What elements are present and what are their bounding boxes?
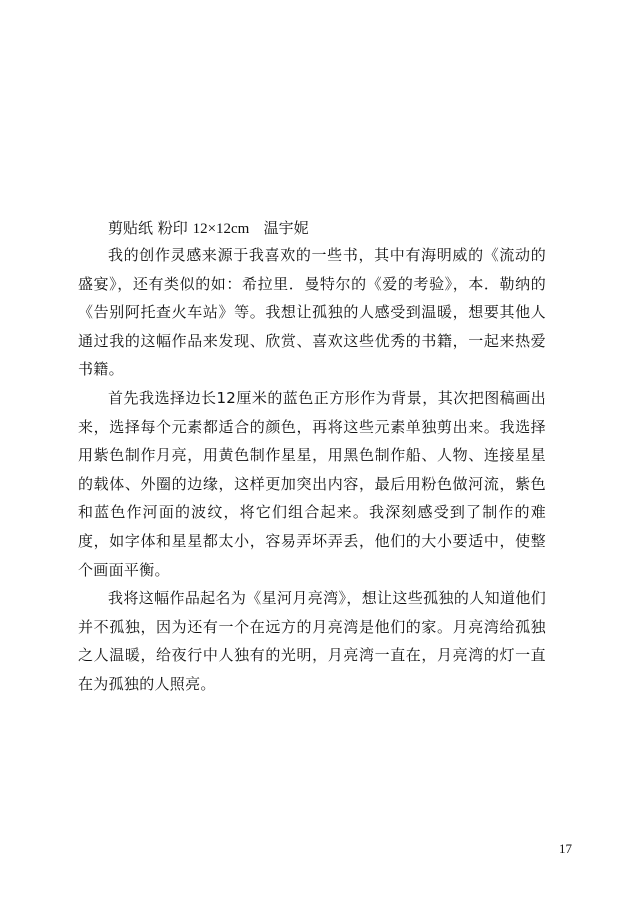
text-body [78, 215, 546, 699]
paragraph-process: 首先我选择边长12厘米的蓝色正方形作为背景，其次把图稿画出来，选择每个元素都适合的颜色，再将这些元素单独剪出来。我选择用紫色制作月亮，用黄色制作星星，用黑色制作船、人物、连接星星的载体、外圈的边缘，这样更加突出内容，最后用粉色做河流，紫色和蓝色作河面的波纹，将它们组合起来。我深刻感受到了制作的难度，如字体和星星都太小，容易弄坏弄丢，他们的大小要适中，使整个画面平衡。 [78, 388, 546, 579]
page-number: 17 [559, 841, 572, 856]
artwork-medium: 剪贴纸 粉印 [108, 219, 188, 237]
artwork-size: 12×12cm [192, 221, 250, 237]
paragraph-title-meaning: 我将这幅作品起名为《星河月亮湾》，想让这些孤独的人知道他们并不孤独，因为还有一个在远方的月亮湾是他们的家。月亮湾给孤独之人温暖，给夜行中人独有的光明，月亮湾一直在，月亮湾的灯一直在为孤独的人照亮。 [78, 589, 546, 693]
paragraph-inspiration: 我的创作灵感来源于我喜欢的一些书，其中有海明威的《流动的盛宴》，还有类似的如：希拉里．曼特尔的《爱的考验》，本．勒纳的《告别阿托查火车站》等。我想让孤独的人感受到温暖，想要其他人通过我的这幅作品来发现、欣赏、喜欢这些优秀的书籍，一起来热爱书籍。 [78, 246, 546, 379]
artwork-caption [78, 215, 546, 241]
artwork-author: 温宇妮 [263, 219, 309, 237]
